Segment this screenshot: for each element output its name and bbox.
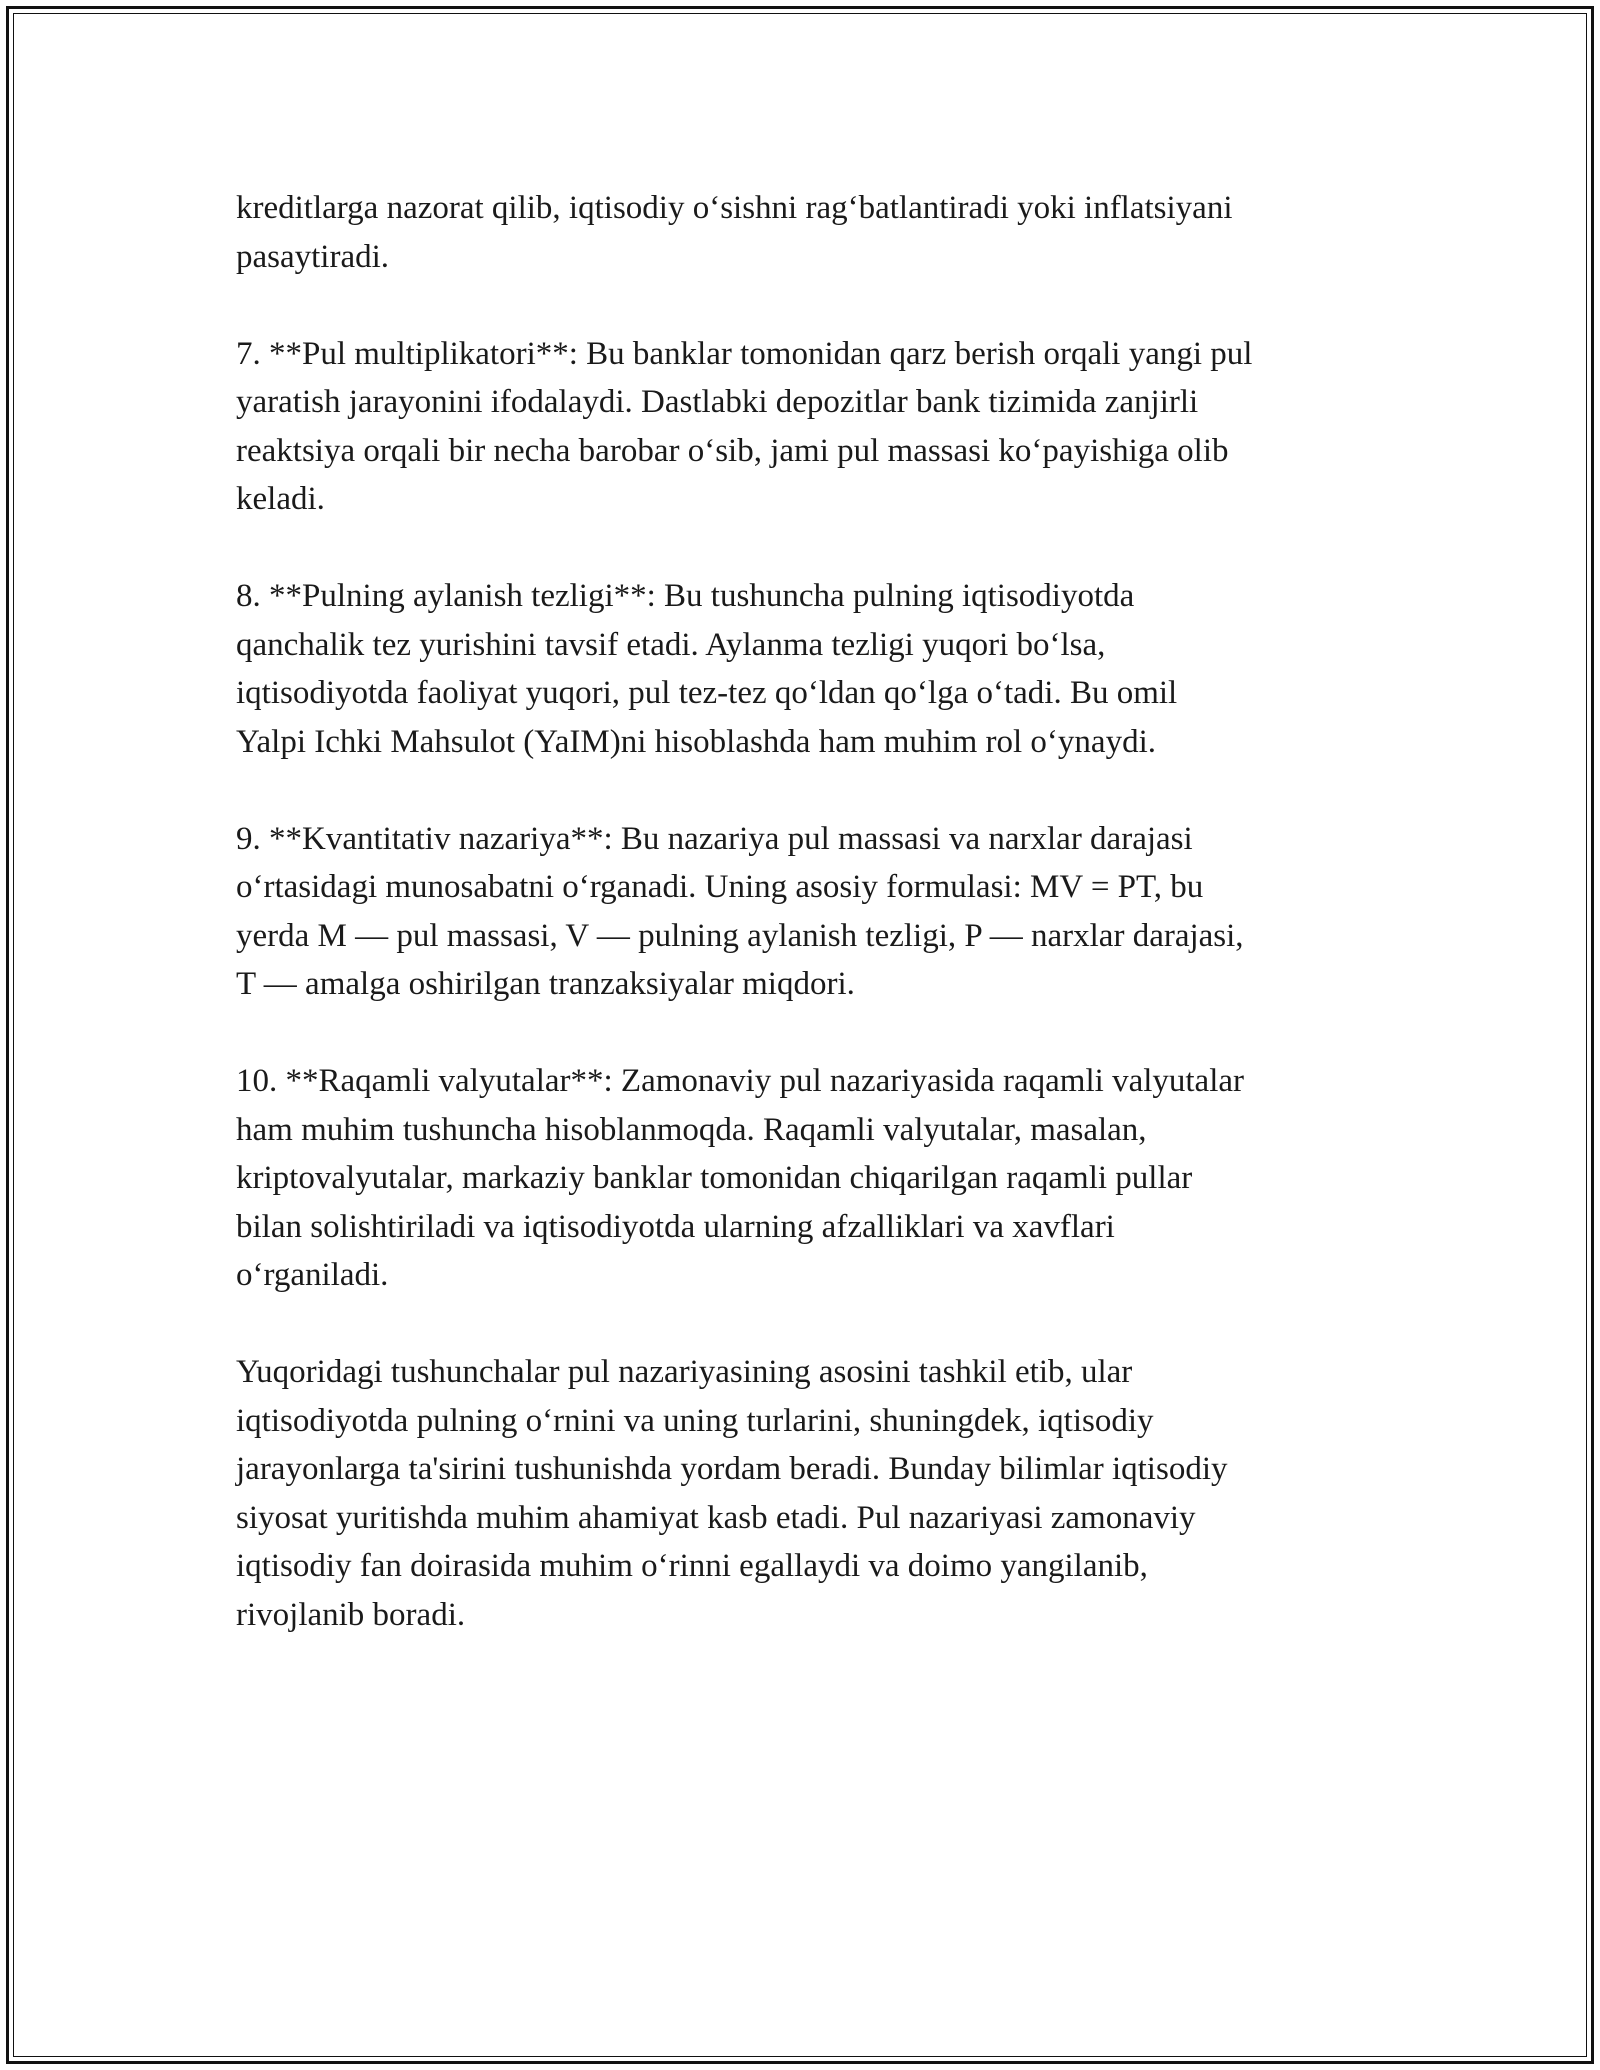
text-line: iqtisodiyotda pulning o‘rnini va uning turlarini, shuningdek, iqtisodiy	[236, 1402, 1154, 1439]
text-line: iqtisodiyotda faoliyat yuqori, pul tez-tez qo‘ldan qo‘lga o‘tadi. Bu omil	[236, 675, 1178, 711]
text-line: yerda M — pul massasi, V — pulning aylanish tezligi, P — narxlar darajasi,	[236, 917, 1244, 954]
text-line: o‘rtasidagi munosabatni o‘rganadi. Uning asosiy formulasi: MV = PT, bu	[236, 869, 1204, 905]
text-line: jarayonlarga ta'sirini tushunishda yordam beradi. Bunday bilimlar iqtisodiy	[236, 1451, 1228, 1487]
text-line: qanchalik tez yurishini tavsif etadi. Aylanma tezligi yuqori bo‘lsa,	[236, 626, 1106, 663]
text-line: siyosat yuritishda muhim ahamiyat kasb etadi. Pul nazariyasi zamonaviy	[236, 1499, 1196, 1536]
text-line: 7. **Pul multiplikatori**: Bu banklar tomonidan qarz berish orqali yangi pul	[236, 335, 1253, 372]
document-body	[236, 184, 1376, 1688]
text-line: iqtisodiy fan doirasida muhim o‘rinni egallaydi va doimo yangilanib,	[236, 1548, 1148, 1584]
text-line: kriptovalyutalar, markaziy banklar tomonidan chiqarilgan raqamli pullar	[236, 1160, 1193, 1196]
text-line: keladi.	[236, 481, 325, 517]
text-line: pasaytiradi.	[236, 238, 390, 275]
text-line: 10. **Raqamli valyutalar**: Zamonaviy pul nazariyasida raqamli valyutalar	[236, 1063, 1244, 1099]
paragraph-intro-continuation	[236, 184, 1376, 281]
paragraph-pul-multiplikatori	[236, 330, 1376, 524]
paragraph-raqamli-valyutalar	[236, 1057, 1376, 1300]
text-line: yaratish jarayonini ifodalaydi. Dastlabki depozitlar bank tizimida zanjirli	[236, 384, 1199, 420]
text-line: T — amalga oshirilgan tranzaksiyalar miqdori.	[236, 966, 855, 1002]
text-line: 9. **Kvantitativ nazariya**: Bu nazariya pul massasi va narxlar darajasi	[236, 820, 1193, 857]
text-line: 8. **Pulning aylanish tezligi**: Bu tushuncha pulning iqtisodiyotda	[236, 578, 1135, 614]
text-line: kreditlarga nazorat qilib, iqtisodiy o‘sishni rag‘batlantiradi yoki inflatsiyani	[236, 190, 1233, 226]
text-line: rivojlanib boradi.	[236, 1596, 466, 1633]
text-line: bilan solishtiriladi va iqtisodiyotda ularning afzalliklari va xavflari	[236, 1208, 1115, 1245]
paragraph-conclusion	[236, 1348, 1376, 1639]
text-line: ham muhim tushuncha hisoblanmoqda. Raqamli valyutalar, masalan,	[236, 1111, 1147, 1148]
text-line: reaktsiya orqali bir necha barobar o‘sib, jami pul massasi ko‘payishiga olib	[236, 432, 1229, 469]
text-line: o‘rganiladi.	[236, 1257, 389, 1293]
text-line: Yalpi Ichki Mahsulot (YaIM)ni hisoblashda ham muhim rol o‘ynaydi.	[236, 723, 1156, 760]
paragraph-aylanish-tezligi	[236, 572, 1376, 766]
text-line: Yuqoridagi tushunchalar pul nazariyasining asosini tashkil etib, ular	[236, 1354, 1133, 1390]
paragraph-kvantitativ-nazariya	[236, 815, 1376, 1009]
